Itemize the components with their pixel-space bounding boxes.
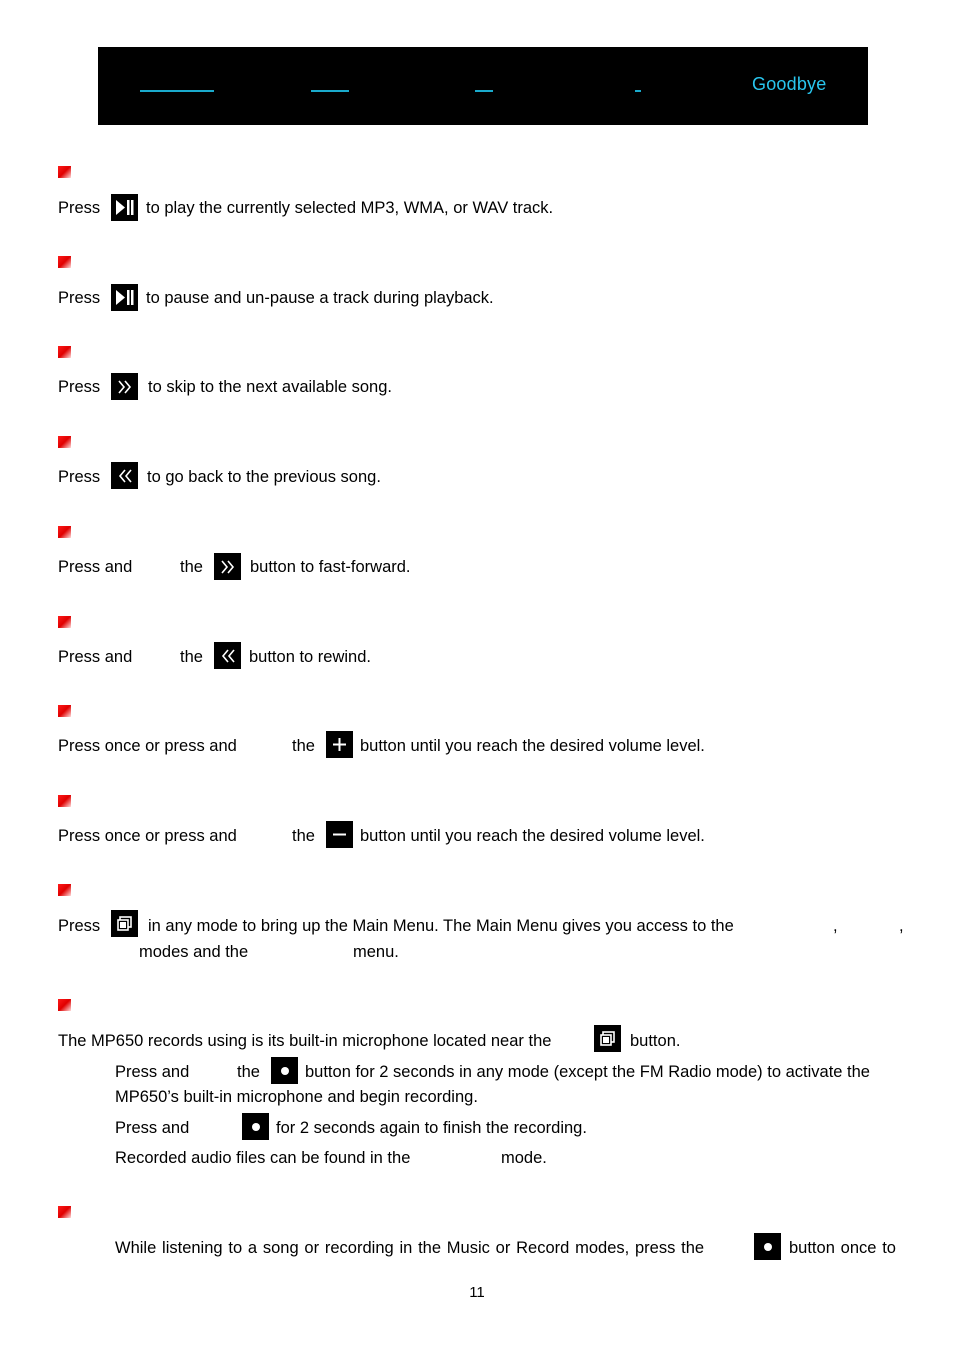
record-step1-description: button for 2 seconds in any mode (except the FM Radio mode) to activate the bbox=[305, 1063, 870, 1081]
main-menu-line2-modes: modes and the bbox=[139, 943, 249, 961]
play-pause-icon bbox=[111, 194, 138, 221]
previous-description: to go back to the previous song. bbox=[147, 468, 381, 486]
record-step2-prefix: Press and bbox=[115, 1119, 190, 1137]
main-menu-prefix: Press bbox=[58, 917, 101, 935]
section-bullet bbox=[58, 346, 71, 358]
record-step3-mode: mode. bbox=[501, 1149, 547, 1167]
next-description: to skip to the next available song. bbox=[148, 378, 392, 396]
plus-icon bbox=[326, 731, 353, 758]
screen-banner bbox=[98, 47, 868, 125]
section-bullet bbox=[58, 256, 71, 268]
record-intro-suffix: button. bbox=[630, 1032, 681, 1050]
section-bullet bbox=[58, 1206, 71, 1218]
record-step2-description: for 2 seconds again to finish the recording. bbox=[276, 1119, 587, 1137]
rewind-description: button to rewind. bbox=[249, 648, 371, 666]
play-pause-icon bbox=[111, 284, 138, 311]
section-bullet bbox=[58, 999, 71, 1011]
fast-forward-prefix: Press and bbox=[58, 558, 133, 576]
record-intro: The MP650 records using is its built-in microphone located near the bbox=[58, 1032, 552, 1050]
main-menu-comma: , bbox=[899, 917, 904, 935]
volume-up-description: button until you reach the desired volume level. bbox=[360, 737, 705, 755]
main-menu-comma: , bbox=[833, 917, 838, 935]
banner-text-fragment bbox=[311, 90, 349, 92]
pause-prefix: Press bbox=[58, 289, 101, 307]
record-dot-icon bbox=[754, 1233, 781, 1260]
banner-text-fragment bbox=[635, 90, 641, 92]
banner-goodbye-text: Goodbye bbox=[752, 74, 827, 94]
section-bullet bbox=[58, 795, 71, 807]
volume-down-description: button until you reach the desired volume level. bbox=[360, 827, 705, 845]
fast-forward-icon bbox=[214, 553, 241, 580]
record-dot-icon bbox=[242, 1113, 269, 1140]
main-menu-description: in any mode to bring up the Main Menu. The Main Menu gives you access to the bbox=[148, 917, 734, 935]
section-bullet bbox=[58, 526, 71, 538]
volume-up-the: the bbox=[292, 737, 315, 755]
ab-repeat-suffix: button once to bbox=[789, 1239, 896, 1257]
record-step1-line2: MP650’s built-in microphone and begin recording. bbox=[115, 1088, 478, 1106]
next-prefix: Press bbox=[58, 378, 101, 396]
menu-icon bbox=[594, 1025, 621, 1052]
previous-prefix: Press bbox=[58, 468, 101, 486]
fast-forward-icon bbox=[111, 373, 138, 400]
record-step1-prefix: Press and bbox=[115, 1063, 190, 1081]
play-prefix: Press bbox=[58, 199, 101, 217]
volume-down-the: the bbox=[292, 827, 315, 845]
section-bullet bbox=[58, 616, 71, 628]
main-menu-line2-menu: menu. bbox=[353, 943, 399, 961]
volume-down-prefix: Press once or press and bbox=[58, 827, 237, 845]
record-step1-the: the bbox=[237, 1063, 260, 1081]
pause-description: to pause and un-pause a track during playback. bbox=[146, 289, 494, 307]
ab-repeat-description: While listening to a song or recording in the Music or Record modes, press the bbox=[115, 1239, 705, 1257]
rewind-icon bbox=[111, 462, 138, 489]
rewind-prefix: Press and bbox=[58, 648, 133, 666]
section-bullet bbox=[58, 884, 71, 896]
banner-text-fragment bbox=[475, 90, 493, 92]
section-bullet bbox=[58, 166, 71, 178]
page-number: 11 bbox=[469, 1284, 485, 1301]
volume-up-prefix: Press once or press and bbox=[58, 737, 237, 755]
record-step3-text: Recorded audio files can be found in the bbox=[115, 1149, 411, 1167]
menu-icon bbox=[111, 910, 138, 937]
minus-icon bbox=[326, 821, 353, 848]
banner-text-fragment bbox=[140, 90, 214, 92]
section-bullet bbox=[58, 705, 71, 717]
rewind-icon bbox=[214, 642, 241, 669]
record-dot-icon bbox=[271, 1057, 298, 1084]
play-description: to play the currently selected MP3, WMA, or WAV track. bbox=[146, 199, 554, 217]
section-bullet bbox=[58, 436, 71, 448]
rewind-the: the bbox=[180, 648, 203, 666]
fast-forward-the: the bbox=[180, 558, 203, 576]
fast-forward-description: button to fast-forward. bbox=[250, 558, 411, 576]
